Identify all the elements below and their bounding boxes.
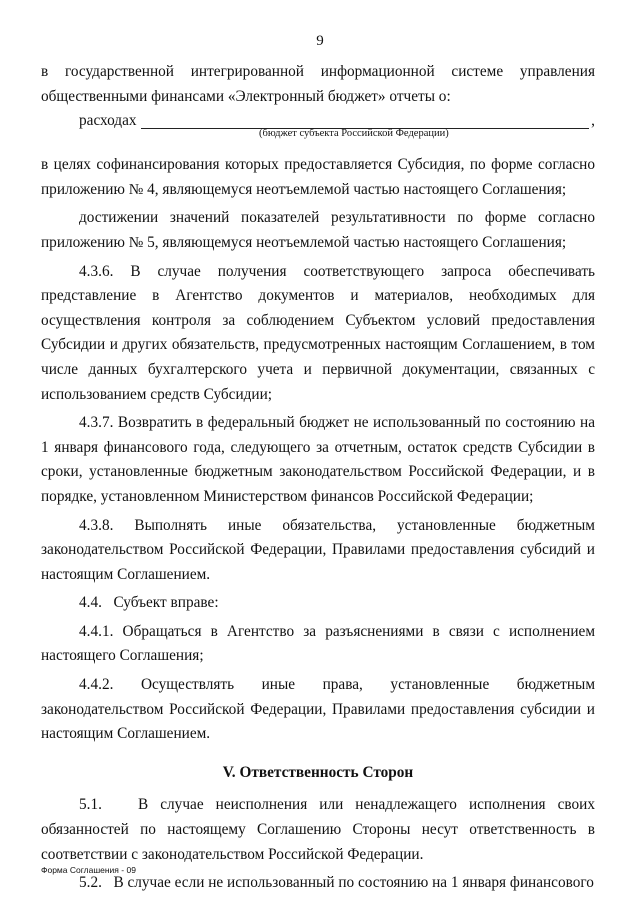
expenses-comma: , xyxy=(591,112,595,130)
clause-number: 4.3.8. xyxy=(79,516,114,534)
clause-text: Возвратить в федеральный бюджет не использованный по состоянию на 1 января финансового года, следующего за отчетным, остаток средств Субсидии в сроки, установленные бюджетным законодательством Российской Федерации, и в порядке, установленном Министерством финансов Российской Федерации; xyxy=(41,414,595,505)
report-intro: в государственной интегрированной информационной системе управления общественными финансами «Электронный бюджет» отчеты о: xyxy=(41,63,595,105)
clause-text: В случае если не использованный по состоянию на 1 января финансового xyxy=(113,874,594,892)
clause-text: Выполнять иные обязательства, установленные бюджетным законодательством Российской Федерации, Правилами предоставления субсидий и настоящим Соглашением. xyxy=(41,516,595,583)
clause-text: Обращаться в Агентство за разъяснениями в связи с исполнением настоящего Соглашения; xyxy=(41,622,596,665)
section-heading: V. Ответственность Сторон xyxy=(222,763,414,781)
clause-text: В случае получения соответствующего запроса обеспечивать представление в Агентство документов и материалов, необходимых для осуществления контроля за соблюдением Субъектом условий предоставления Субсидии и других обязательств, предусмотренных настоящим Соглашением, в том числе данных бухгалтерского учета и первичной документации, связанных с использованием средств Субсидии; xyxy=(41,262,595,403)
expenses-continuation: в целях софинансирования которых предоставляется Субсидия, по форме согласно приложению № 4, являющемуся неотъемлемой частью настоящего Соглашения; xyxy=(41,156,595,198)
clause-text: В случае неисполнения или ненадлежащего исполнения своих обязанностей по настоящему Соглашению Стороны несут ответственность в соответствии с законодательством Российской Федерации. xyxy=(41,796,595,863)
page-number: 9 xyxy=(316,33,324,49)
indicators-paragraph: достижении значений показателей результативности по форме согласно приложению № 5, являющемуся неотъемлемой частью настоящего Соглашения; xyxy=(41,209,595,251)
clause-number: 4.4. xyxy=(79,594,102,612)
clause-4-3-6 xyxy=(41,260,595,408)
expenses-fill-row xyxy=(41,109,595,153)
clause-number: 4.3.7. xyxy=(79,414,114,432)
clause-number: 5.2. xyxy=(79,874,102,892)
clause-4-4-2 xyxy=(41,673,595,747)
expenses-label: расходах xyxy=(79,112,137,130)
clause-number: 4.3.6. xyxy=(79,262,114,280)
clause-4-3-7 xyxy=(41,411,595,509)
clause-number: 4.4.1. xyxy=(79,622,114,640)
document-body xyxy=(41,60,595,896)
page-footer: Форма Соглашения - 09 xyxy=(41,865,136,875)
clause-text: Субъект вправе: xyxy=(113,594,219,612)
clause-text: Осуществлять иные права, установленные бюджетным законодательством Российской Федерации, Правилами предоставления субсидии и настоящим Соглашением. xyxy=(41,676,595,743)
clause-4-4 xyxy=(41,591,595,616)
clause-4-4-1 xyxy=(41,620,595,669)
clause-number: 4.4.2. xyxy=(79,676,114,694)
clause-5-1 xyxy=(41,793,595,867)
expenses-caption: (бюджет субъекта Российской Федерации) xyxy=(259,128,449,140)
clause-4-3-8 xyxy=(41,514,595,588)
clause-number: 5.1. xyxy=(79,796,102,814)
